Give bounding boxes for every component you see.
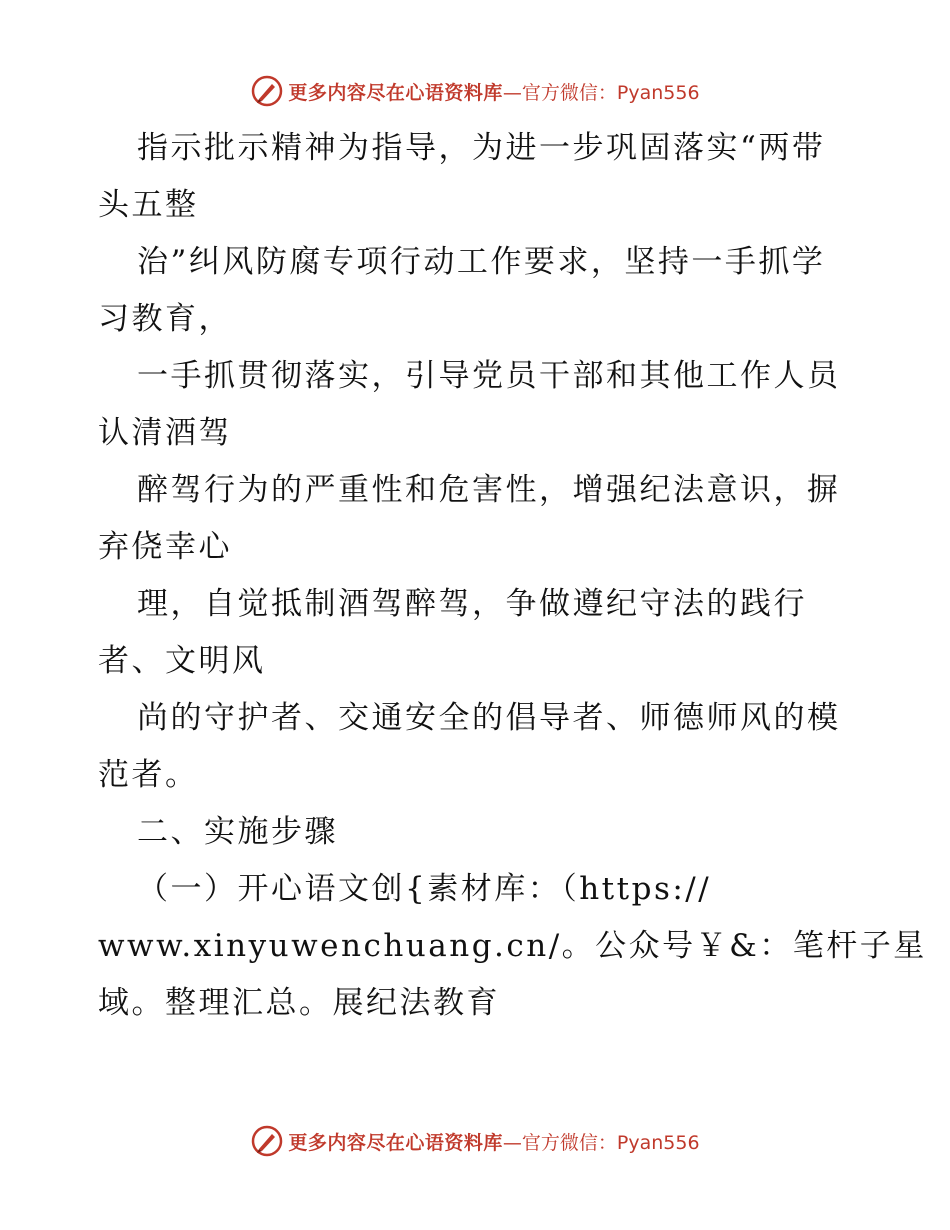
- header-contact: —官方微信：Pyan556: [502, 81, 700, 104]
- body-line: 醉驾行为的严重性和危害性，增强纪法意识，摒: [137, 472, 841, 508]
- document-body: [98, 120, 927, 1032]
- section-heading: 二、实施步骤: [137, 814, 338, 850]
- pen-logo-icon: [250, 74, 284, 108]
- body-line: 认清酒驾: [98, 415, 232, 451]
- body-line: 习教育，: [98, 301, 232, 337]
- pen-logo-icon: [250, 1124, 284, 1158]
- body-line: 范者。: [98, 757, 199, 793]
- footer-banner: [0, 1121, 950, 1161]
- body-line: 头五整: [98, 187, 199, 223]
- footer-contact: —官方微信：Pyan556: [502, 1131, 700, 1154]
- body-line: 尚的守护者、交通安全的倡导者、师德师风的模: [137, 700, 841, 736]
- header-banner: [0, 71, 950, 111]
- body-line: 治”纠风防腐专项行动工作要求，坚持一手抓学: [137, 244, 826, 280]
- body-line: 者、文明风: [98, 643, 266, 679]
- body-line: 指示批示精神为指导，为进一步巩固落实“两带: [137, 130, 826, 166]
- body-line: www.xinyuwenchuang.cn/。公众号￥&：笔杆子星: [98, 928, 927, 964]
- body-line: 域。整理汇总。展纪法教育: [98, 985, 500, 1021]
- header-banner-text: 更多内容尽在心语资料库: [288, 81, 503, 104]
- body-line: 一手抓贯彻落实，引导党员干部和其他工作人员: [137, 358, 841, 394]
- body-line: 理，自觉抵制酒驾醉驾，争做遵纪守法的践行: [137, 586, 807, 622]
- footer-banner-text: 更多内容尽在心语资料库: [288, 1131, 503, 1154]
- body-line: （一）开心语文创{素材库：（https://: [137, 871, 712, 907]
- body-line: 弃侥幸心: [98, 529, 232, 565]
